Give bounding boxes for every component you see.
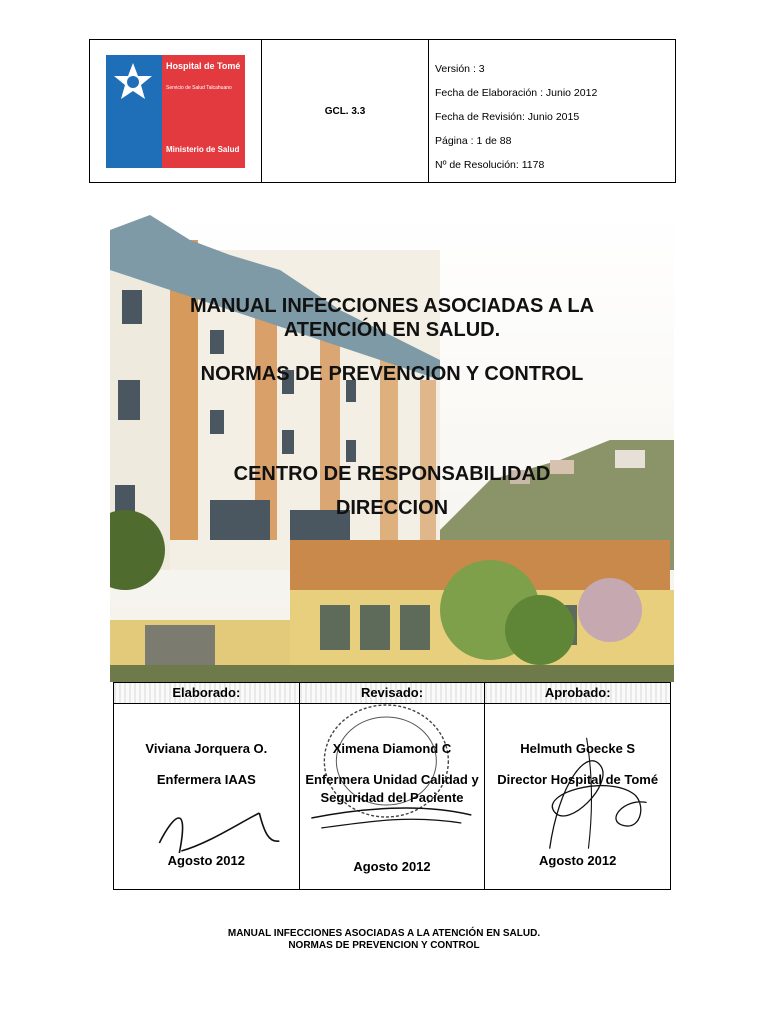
meta-version: Versión : 3 (435, 63, 485, 75)
signature-heading: Aprobado: (485, 683, 670, 704)
document-code: GCL. 3.3 (262, 40, 429, 182)
meta-created-date: Fecha de Elaboración : Junio 2012 (435, 87, 598, 99)
signature-col-revisado (300, 683, 486, 889)
signature-name: Viviana Jorquera O. (145, 741, 268, 756)
signature-role: Enfermera IAAS (156, 772, 256, 787)
signature-col-elaborado (114, 683, 300, 889)
hospital-logo (106, 55, 245, 168)
footer-line-1: MANUAL INFECCIONES ASOCIADAS A LA ATENCIÓN EN SALUD. (227, 928, 541, 939)
logo-subtitle: Servicio de Salud Talcahuano (166, 84, 232, 91)
logo-hospital-name: Hospital de Tomé (166, 60, 241, 71)
hospital-photo (110, 210, 674, 682)
title-line-2: ATENCIÓN EN SALUD. (283, 319, 501, 341)
logo-red-panel (162, 55, 245, 168)
signature-name: Ximena Diamond C (332, 741, 452, 756)
logo-ministry: Ministerio de Salud (166, 144, 240, 154)
meta-page: Página : 1 de 88 (435, 135, 512, 147)
footer-line-2: NORMAS DE PREVENCION Y CONTROL (288, 940, 480, 951)
coat-of-arms-icon (112, 61, 154, 103)
signature-table (113, 682, 671, 890)
signature-date: Agosto 2012 (167, 853, 245, 868)
title-line-1: MANUAL INFECCIONES ASOCIADAS A LA (189, 295, 595, 317)
document-meta (429, 40, 675, 182)
document-header (89, 39, 676, 183)
signature-name: Helmuth Goecke S (520, 741, 636, 756)
title-line-3: NORMAS DE PREVENCION Y CONTROL (200, 363, 584, 385)
signature-role: Director Hospital de Tomé (497, 772, 659, 787)
logo-cell (90, 40, 262, 182)
signature-role: Enfermera Unidad Calidad y Seguridad del Paciente (305, 772, 479, 805)
title-line-5: DIRECCION (335, 497, 449, 519)
meta-resolution: Nº de Resolución: 1178 (435, 159, 545, 171)
logo-blue-panel (106, 55, 162, 168)
signature-heading: Elaborado: (114, 683, 299, 704)
title-line-4: CENTRO DE RESPONSABILIDAD (233, 463, 551, 485)
signature-date: Agosto 2012 (353, 859, 431, 874)
signature-col-aprobado (485, 683, 670, 889)
signature-heading: Revisado: (300, 683, 485, 704)
signature-date: Agosto 2012 (539, 853, 617, 868)
meta-revision-date: Fecha de Revisión: Junio 2015 (435, 111, 580, 123)
